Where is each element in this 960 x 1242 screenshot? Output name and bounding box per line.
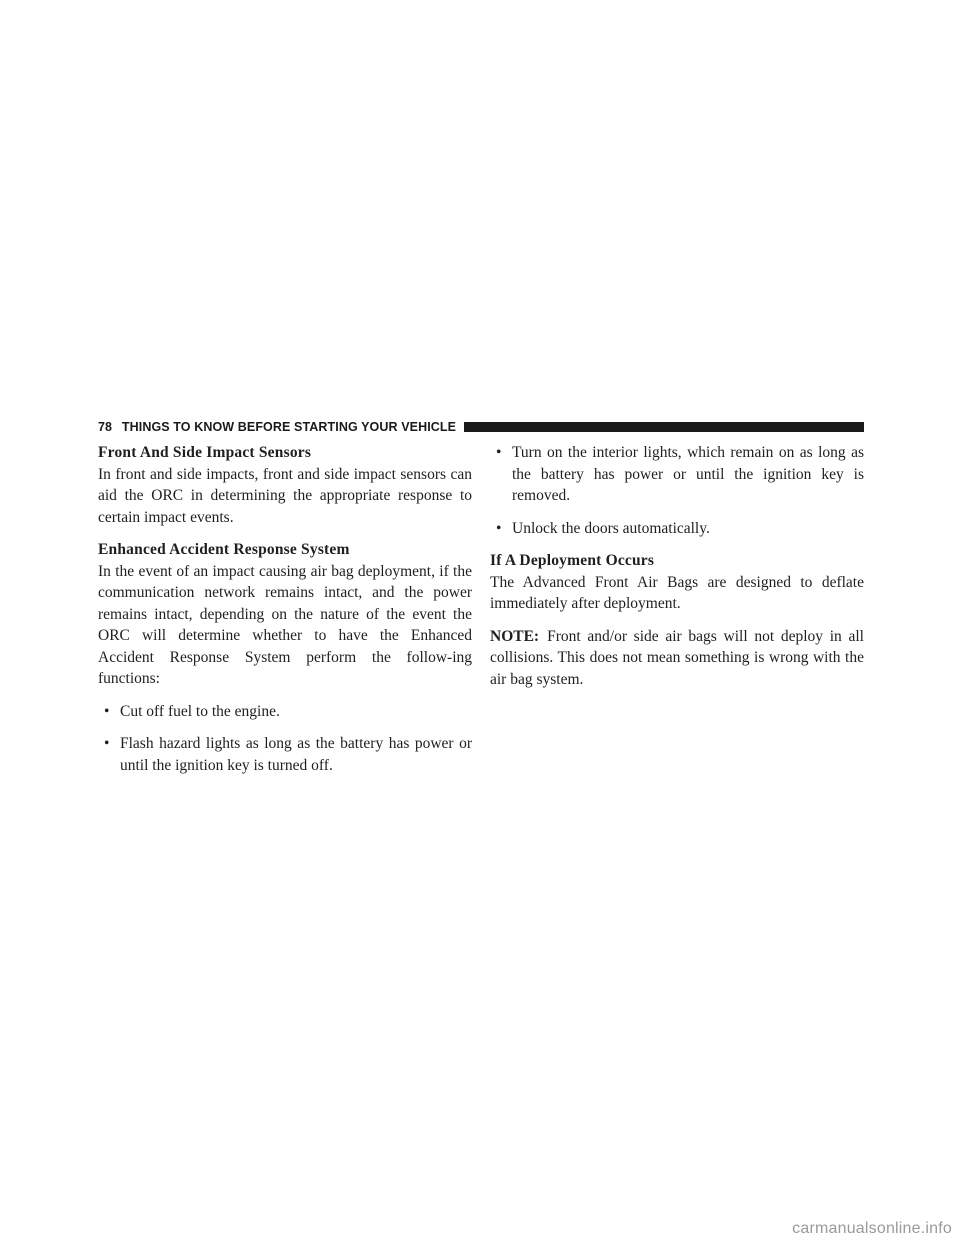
section-text-deployment: The Advanced Front Air Bags are designed to deflate immediately after deployment. — [490, 573, 864, 612]
bullet-icon: • — [496, 519, 502, 537]
header-bar — [464, 422, 864, 432]
bullet-icon: • — [496, 444, 502, 461]
list-item — [98, 701, 472, 723]
list-item — [490, 442, 864, 507]
section-heading-impact-sensors: Front And Side Impact Sensors — [98, 444, 312, 461]
left-column — [98, 442, 472, 787]
page-number: 78 — [98, 420, 112, 434]
list-item-text: Turn on the interior lights, which remain on as long as the battery has power or until the ignition key is removed. — [512, 444, 864, 504]
list-item — [490, 518, 864, 540]
list-item — [98, 733, 472, 776]
bullet-icon: • — [104, 702, 110, 720]
list-item-text: Unlock the doors automatically. — [512, 519, 710, 537]
page-header — [98, 418, 864, 436]
note-text: Front and/or side air bags will not deploy in all collisions. This does not mean something is wrong with the air bag system. — [490, 627, 864, 688]
right-column — [490, 442, 864, 701]
section-text-accident-response: In the event of an impact causing air bag deployment, if the communication network remains intact, and the power remains intact, depending on the nature of the event the ORC will determine whether to have the Enhanced Accident Response System perform the follow-ing functions: — [98, 562, 472, 687]
note-label: NOTE: — [490, 627, 540, 645]
bullet-icon: • — [104, 735, 110, 752]
note-paragraph — [490, 626, 864, 691]
section-text-impact-sensors: In front and side impacts, front and side impact sensors can aid the ORC in determining the appropriate response to certain impact events. — [98, 465, 472, 526]
list-item-text: Cut off fuel to the engine. — [120, 702, 280, 720]
list-item-text: Flash hazard lights as long as the battery has power or until the ignition key is turned off. — [120, 735, 472, 774]
section-heading-deployment: If A Deployment Occurs — [490, 552, 655, 569]
section-heading-accident-response: Enhanced Accident Response System — [98, 541, 350, 558]
header-title: THINGS TO KNOW BEFORE STARTING YOUR VEHICLE — [121, 420, 457, 434]
watermark: carmanualsonline.info — [792, 1220, 952, 1237]
